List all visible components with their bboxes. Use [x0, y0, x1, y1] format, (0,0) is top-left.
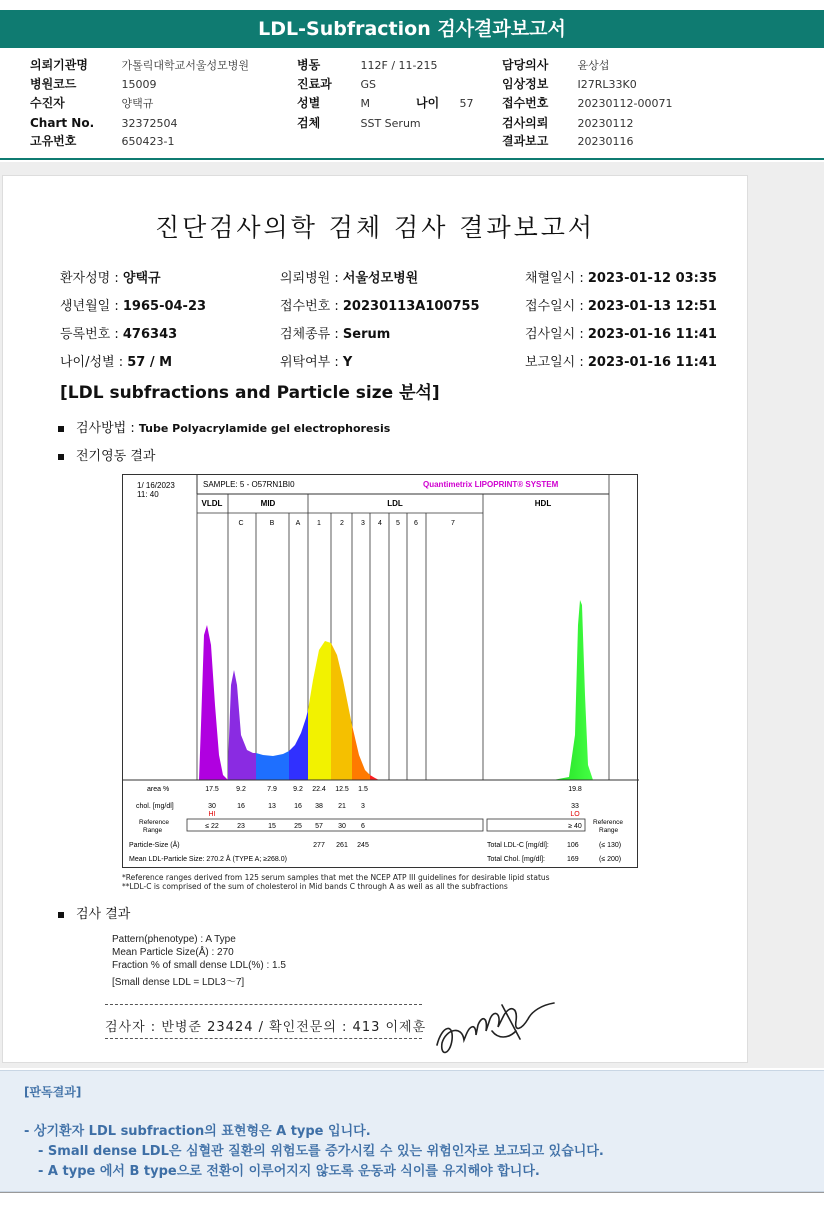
outsourced-flag — [280, 351, 352, 370]
ref-label: Reference — [139, 819, 169, 826]
header-row — [297, 94, 474, 112]
chol-value: 16 — [237, 803, 245, 810]
registration-number — [60, 323, 177, 342]
field-value: 20230113A100755 — [342, 299, 480, 314]
area-label: area % — [147, 786, 170, 793]
header-label: 병동 — [297, 58, 321, 72]
result-label: 검사 결과 — [76, 907, 131, 922]
ref-value: 30 — [338, 823, 346, 830]
footnote-2: **LDL-C is comprised of the sum of cholesterol in Mid bands C through A as well as all the subfractions — [122, 882, 508, 891]
age-sex — [60, 351, 172, 370]
signature-divider — [105, 1038, 422, 1039]
header-label: 진료과 — [297, 77, 332, 91]
band-label: 7 — [451, 520, 455, 527]
chart-svg — [123, 475, 639, 869]
header-row — [297, 56, 437, 74]
header-label: 임상정보 — [502, 77, 549, 91]
field-value: Y — [342, 355, 353, 370]
area-value: 17.5 — [205, 786, 219, 793]
header-value: SST Serum — [360, 117, 421, 130]
chart-brand: Quantimetrix LIPOPRINT® SYSTEM — [423, 480, 559, 489]
mean-size-label: Mean LDL-Particle Size: 270.2 Å (TYPE A; ≥268.0) — [129, 856, 287, 863]
total-ldl-value: 106 — [567, 842, 579, 849]
header-info-block — [0, 52, 824, 160]
specimen-type — [280, 323, 390, 342]
report-time — [525, 351, 717, 370]
header-row — [502, 56, 609, 74]
header-value: 양택규 — [121, 97, 154, 110]
group-label-mid: MID — [260, 499, 276, 508]
particle-size-label: Particle-Size (Å) — [129, 842, 180, 849]
mid-c-peak — [228, 670, 256, 780]
total-chol-label: Total Chol. [mg/dl]: — [487, 856, 545, 863]
field-value: Serum — [342, 327, 391, 342]
band-labels — [238, 520, 455, 527]
interpretation-line: - A type 에서 B type으로 전환이 이루어지지 않도록 운동과 식이를 유지해야 합니다. — [38, 1164, 540, 1179]
header-value: 650423-1 — [121, 135, 175, 148]
chart-time: 11: 40 — [137, 490, 159, 499]
mid-a-peak — [289, 710, 308, 780]
ldl2-peak — [331, 643, 352, 780]
band-label: A — [295, 520, 301, 527]
chol-value: 33 — [571, 803, 579, 810]
electrophoresis-chart — [122, 474, 638, 868]
signature-image — [432, 995, 562, 1063]
chol-value: 38 — [315, 803, 323, 810]
total-ldl-label: Total LDL-C [mg/dl]: — [487, 842, 549, 849]
header-value: 20230112 — [577, 117, 634, 130]
field-label: 채혈일시 : — [525, 271, 588, 286]
hdl-ref-value: ≥ 40 — [568, 823, 582, 830]
flag-lo: LO — [570, 811, 580, 818]
particle-size-value: 277 — [313, 842, 325, 849]
area-value: 9.2 — [236, 786, 246, 793]
age-value: 57 — [459, 97, 474, 110]
band-label: 3 — [361, 520, 365, 527]
group-label-vldl: VLDL — [201, 499, 223, 508]
total-chol-value: 169 — [567, 856, 579, 863]
method-value: Tube Polyacrylamide gel electrophoresis — [138, 422, 391, 435]
ref-value: ≤ 22 — [205, 823, 219, 830]
electrophoresis-label: 전기영동 결과 — [76, 449, 156, 464]
ref-value: 57 — [315, 823, 323, 830]
collection-time — [525, 267, 717, 286]
footnote-1: *Reference ranges derived from 125 serum samples that met the NCEP ATP III guidelines for desirable lipid status — [122, 873, 550, 882]
header-label: 고유번호 — [30, 134, 77, 148]
header-value: 112F / 11-215 — [360, 59, 438, 72]
inspector-info: 검사자 : 반병준 23424 / 확인전문의 : 413 이제훈 — [105, 1020, 427, 1035]
chol-value: 16 — [294, 803, 302, 810]
ref-value: 25 — [294, 823, 302, 830]
header-value: 15009 — [121, 78, 157, 91]
field-label: 검체종류 : — [280, 327, 343, 342]
bullet-icon — [58, 426, 64, 432]
receipt-number — [280, 295, 480, 314]
chart-sample: SAMPLE: 5 - O57RN1BI0 — [203, 480, 295, 489]
header-value: GS — [360, 78, 377, 91]
field-label: 나이/성별 : — [60, 355, 128, 370]
header-label: 접수번호 — [502, 96, 549, 110]
band-label: C — [238, 520, 244, 527]
header-row — [30, 132, 174, 150]
total-ldl-ref: (≤ 130) — [599, 842, 622, 849]
signature-stroke — [437, 1003, 554, 1052]
area-value: 1.5 — [358, 786, 368, 793]
field-label: 접수일시 : — [525, 299, 588, 314]
band-label: 4 — [378, 520, 382, 527]
referring-hospital — [280, 267, 418, 286]
header-row — [502, 132, 634, 150]
area-value: 22.4 — [312, 786, 326, 793]
area-value: 19.8 — [568, 786, 582, 793]
header-label: 검사의뢰 — [502, 116, 549, 130]
group-label-hdl: HDL — [534, 499, 552, 508]
ldl1-peak — [308, 641, 331, 780]
patient-name — [60, 267, 161, 286]
header-label: 의뢰기관명 — [30, 58, 88, 72]
header-row — [30, 75, 157, 93]
band-label: 2 — [340, 520, 344, 527]
ref-value: 15 — [268, 823, 276, 830]
chol-value: 21 — [338, 803, 346, 810]
chart-date: 1/ 16/2023 — [137, 481, 175, 490]
signature-divider — [105, 1004, 422, 1005]
field-label: 검사일시 : — [525, 327, 588, 342]
field-label: 위탁여부 : — [280, 355, 343, 370]
flag-hi: HI — [208, 811, 216, 818]
particle-size-value: 245 — [357, 842, 369, 849]
chol-value: 13 — [268, 803, 276, 810]
age-label: 나이 — [416, 96, 440, 110]
electrophoresis-curves — [199, 600, 593, 780]
ldl3-peak — [352, 725, 370, 780]
header-value: 20230116 — [577, 135, 634, 148]
result-line: [Small dense LDL = LDL3～7] — [112, 977, 245, 988]
interpretation-line: - Small dense LDL은 심혈관 질환의 위험도를 증가시킬 수 있는 위험인자로 보고되고 있습니다. — [38, 1144, 604, 1159]
ref-value: 6 — [361, 823, 365, 830]
birth-date — [60, 295, 206, 314]
field-label: 생년월일 : — [60, 299, 123, 314]
chol-value: 30 — [208, 803, 216, 810]
field-value: 서울성모병원 — [342, 271, 419, 286]
field-value: 2023-01-12 03:35 — [587, 271, 717, 286]
header-row — [30, 114, 178, 132]
area-value: 9.2 — [293, 786, 303, 793]
band-label: 6 — [414, 520, 418, 527]
header-value: M — [360, 97, 370, 110]
header-label: 병원코드 — [30, 77, 77, 91]
band-label: 5 — [396, 520, 400, 527]
header-value: 32372504 — [121, 117, 178, 130]
receipt-time — [525, 295, 717, 314]
group-label-ldl: LDL — [387, 499, 403, 508]
bottom-rule — [0, 1192, 824, 1193]
header-row — [502, 94, 672, 112]
ldl4-peak — [370, 775, 379, 780]
result-heading — [58, 903, 130, 922]
area-value: 7.9 — [267, 786, 277, 793]
section-title: [LDL subfractions and Particle size 분석] — [60, 383, 440, 403]
total-chol-ref: (≤ 200) — [599, 856, 622, 863]
ref-box — [187, 819, 483, 831]
header-value: 가톨릭대학교서울성모병원 — [121, 59, 250, 72]
header-label: 수진자 — [30, 96, 65, 110]
header-label: 검체 — [297, 116, 321, 130]
field-label: 환자성명 : — [60, 271, 123, 286]
field-value: 2023-01-13 12:51 — [587, 299, 717, 314]
ref-label-right: Range — [599, 827, 619, 834]
header-row — [30, 56, 249, 74]
field-value: 476343 — [122, 327, 178, 342]
electrophoresis-heading — [58, 445, 155, 464]
ref-label: Range — [143, 827, 163, 834]
field-label: 보고일시 : — [525, 355, 588, 370]
result-line: Pattern(phenotype) : A Type — [112, 934, 236, 945]
mid-b-peak — [256, 751, 289, 780]
header-value: I27RL33K0 — [577, 78, 637, 91]
interpretation-line: - 상기환자 LDL subfraction의 표현형은 A type 입니다. — [24, 1124, 371, 1139]
bullet-icon — [58, 912, 64, 918]
field-value: 양택규 — [122, 271, 161, 286]
area-value: 12.5 — [335, 786, 349, 793]
particle-size-value: 261 — [336, 842, 348, 849]
band-divider-lines — [197, 475, 609, 780]
method-line — [58, 417, 390, 436]
bullet-icon — [58, 454, 64, 460]
data-table — [129, 786, 623, 863]
band-label: 1 — [317, 520, 321, 527]
chol-label: chol. [mg/dl] — [136, 803, 174, 810]
result-line: Mean Particle Size(Å) : 270 — [112, 947, 234, 958]
method-label: 검사방법 : — [76, 421, 139, 436]
interpretation-title: [판독결과] — [24, 1085, 82, 1099]
header-value: 20230112-00071 — [577, 97, 673, 110]
field-label: 접수번호 : — [280, 299, 343, 314]
header-row — [30, 94, 153, 112]
header-row — [297, 75, 376, 93]
document-title: 진단검사의학 검체 검사 결과보고서 — [154, 213, 596, 242]
field-value: 57 / M — [127, 355, 173, 370]
field-value: 2023-01-16 11:41 — [587, 327, 717, 342]
test-time — [525, 323, 717, 342]
chol-value: 3 — [361, 803, 365, 810]
header-row — [502, 114, 634, 132]
hdl-peak — [553, 600, 593, 780]
field-label: 의뢰병원 : — [280, 271, 343, 286]
field-value: 2023-01-16 11:41 — [587, 355, 717, 370]
ref-label-right: Reference — [593, 819, 623, 826]
band-label: B — [269, 520, 275, 527]
vldl-peak — [199, 625, 228, 780]
ref-value: 23 — [237, 823, 245, 830]
header-label: Chart No. — [30, 116, 95, 130]
field-label: 등록번호 : — [60, 327, 123, 342]
header-row — [502, 75, 637, 93]
result-line: Fraction % of small dense LDL(%) : 1.5 — [112, 960, 286, 971]
header-row — [297, 114, 421, 132]
header-label: 성별 — [297, 96, 321, 110]
header-value: 윤상섭 — [577, 59, 610, 72]
header-label: 결과보고 — [502, 134, 549, 148]
field-value: 1965-04-23 — [122, 299, 207, 314]
header-label: 담당의사 — [502, 58, 549, 72]
report-banner-title: LDL-Subfraction 검사결과보고서 — [0, 10, 824, 48]
